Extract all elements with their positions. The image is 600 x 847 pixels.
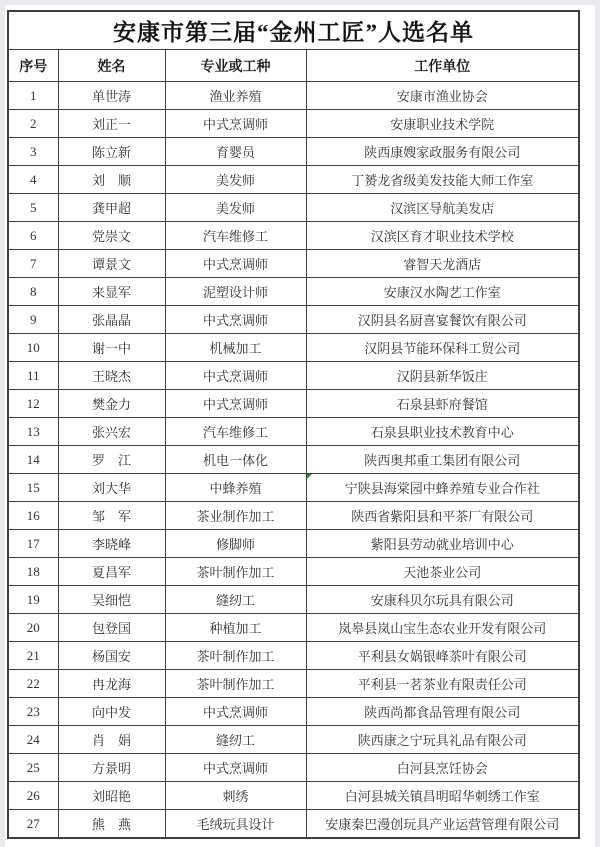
- cell-name: 杨国安: [58, 642, 165, 670]
- cell-serial-number: 19: [8, 586, 58, 614]
- table-row: [8, 642, 579, 670]
- cell-work-unit: 安康科贝尔玩具有限公司: [306, 586, 579, 614]
- cell-serial-number: 15: [8, 474, 58, 502]
- cell-trade: 美发师: [165, 194, 306, 222]
- cell-serial-number: 25: [8, 754, 58, 782]
- cell-trade: 修脚师: [165, 530, 306, 558]
- cell-serial-number: 21: [8, 642, 58, 670]
- cell-name: 陈立新: [58, 138, 165, 166]
- cell-work-unit: 安康职业技术学院: [306, 110, 579, 138]
- table-row: [8, 278, 579, 306]
- table-row: [8, 586, 579, 614]
- cell-name: 邹 军: [58, 502, 165, 530]
- column-header-row: [8, 50, 579, 82]
- cell-serial-number: 11: [8, 362, 58, 390]
- cell-trade: 中式烹调师: [165, 362, 306, 390]
- cell-trade: 缝纫工: [165, 586, 306, 614]
- cell-trade: 育婴员: [165, 138, 306, 166]
- cell-name: 单世涛: [58, 82, 165, 110]
- cell-serial-number: 8: [8, 278, 58, 306]
- cell-trade: 美发师: [165, 166, 306, 194]
- cell-name: 肖 娟: [58, 726, 165, 754]
- cell-serial-number: 12: [8, 390, 58, 418]
- cell-serial-number: 23: [8, 698, 58, 726]
- table-row: [8, 138, 579, 166]
- cell-work-unit: 陕西康之宁玩具礼品有限公司: [306, 726, 579, 754]
- cell-work-unit: 平利县一茗茶业有限责任公司: [306, 670, 579, 698]
- cell-trade: 缝纫工: [165, 726, 306, 754]
- cell-work-unit: 天池茶业公司: [306, 558, 579, 586]
- cell-trade: 中蜂养殖: [165, 474, 306, 502]
- cell-work-unit: 陕西尚都食品管理有限公司: [306, 698, 579, 726]
- table-row: [8, 670, 579, 698]
- cell-trade: 茶叶制作加工: [165, 670, 306, 698]
- cell-name: 王晓杰: [58, 362, 165, 390]
- cell-name: 刘大华: [58, 474, 165, 502]
- cell-work-unit: 丁赟龙省级美发技能大师工作室: [306, 166, 579, 194]
- cell-serial-number: 18: [8, 558, 58, 586]
- col-header-name: 姓名: [58, 50, 165, 82]
- table-row: [8, 474, 579, 502]
- table-row: [8, 362, 579, 390]
- cell-name: 龚甲超: [58, 194, 165, 222]
- table-row: [8, 390, 579, 418]
- cell-trade: 汽车维修工: [165, 222, 306, 250]
- cell-work-unit: 汉阴县新华饭庄: [306, 362, 579, 390]
- cell-work-unit: 白河县烹饪协会: [306, 754, 579, 782]
- cell-trade: 中式烹调师: [165, 390, 306, 418]
- document-page: [5, 5, 595, 847]
- cell-trade: 泥塑设计师: [165, 278, 306, 306]
- cell-serial-number: 14: [8, 446, 58, 474]
- table-row: [8, 530, 579, 558]
- cell-serial-number: 2: [8, 110, 58, 138]
- cell-name: 李晓峰: [58, 530, 165, 558]
- cell-serial-number: 20: [8, 614, 58, 642]
- cell-serial-number: 7: [8, 250, 58, 278]
- cell-name: 向中发: [58, 698, 165, 726]
- cell-serial-number: 6: [8, 222, 58, 250]
- cell-work-unit: 安康秦巴漫创玩具产业运营管理有限公司: [306, 810, 579, 839]
- cell-trade: 渔业养殖: [165, 82, 306, 110]
- cell-serial-number: 1: [8, 82, 58, 110]
- table-row: [8, 446, 579, 474]
- cell-trade: 茶叶制作加工: [165, 558, 306, 586]
- cell-trade: 中式烹调师: [165, 698, 306, 726]
- cell-work-unit: 陕西省紫阳县和平茶厂有限公司: [306, 502, 579, 530]
- cell-trade: 中式烹调师: [165, 754, 306, 782]
- cell-name: 包登国: [58, 614, 165, 642]
- cell-trade: 中式烹调师: [165, 306, 306, 334]
- cell-name: 谢一中: [58, 334, 165, 362]
- cell-serial-number: 22: [8, 670, 58, 698]
- cell-name: 罗 江: [58, 446, 165, 474]
- cell-name: 张晶晶: [58, 306, 165, 334]
- cell-trade: 中式烹调师: [165, 250, 306, 278]
- green-corner-marker: [307, 474, 312, 479]
- table-row: [8, 222, 579, 250]
- cell-work-unit: 石泉县职业技术教育中心: [306, 418, 579, 446]
- cell-work-unit: 岚皋县岚山宝生态农业开发有限公司: [306, 614, 579, 642]
- col-header-trade: 专业或工种: [165, 50, 306, 82]
- cell-work-unit: 汉阴县名厨喜宴餐饮有限公司: [306, 306, 579, 334]
- cell-work-unit: 石泉县虾府餐馆: [306, 390, 579, 418]
- cell-work-unit: 安康市渔业协会: [306, 82, 579, 110]
- cell-name: 张兴宏: [58, 418, 165, 446]
- cell-serial-number: 24: [8, 726, 58, 754]
- cell-serial-number: 17: [8, 530, 58, 558]
- cell-trade: 机械加工: [165, 334, 306, 362]
- cell-work-unit: 白河县城关镇昌明昭华刺绣工作室: [306, 782, 579, 810]
- table-row: [8, 726, 579, 754]
- table-row: [8, 782, 579, 810]
- cell-name: 刘正一: [58, 110, 165, 138]
- cell-trade: 茶业制作加工: [165, 502, 306, 530]
- cell-serial-number: 4: [8, 166, 58, 194]
- col-header-no: 序号: [8, 50, 58, 82]
- cell-name: 党崇文: [58, 222, 165, 250]
- cell-work-unit: 汉滨区导航美发店: [306, 194, 579, 222]
- table-row: [8, 698, 579, 726]
- cell-work-unit: 紫阳县劳动就业培训中心: [306, 530, 579, 558]
- table-body: [8, 82, 579, 839]
- table-row: [8, 754, 579, 782]
- table-row: [8, 418, 579, 446]
- cell-trade: 种植加工: [165, 614, 306, 642]
- cell-serial-number: 13: [8, 418, 58, 446]
- cell-work-unit: 陕西奥邦重工集团有限公司: [306, 446, 579, 474]
- cell-name: 夏昌军: [58, 558, 165, 586]
- cell-work-unit: 汉滨区育才职业技术学校: [306, 222, 579, 250]
- title-row: [8, 11, 579, 50]
- table-row: [8, 306, 579, 334]
- cell-trade: 机电一体化: [165, 446, 306, 474]
- table-row: [8, 166, 579, 194]
- cell-work-unit: 陕西康嫂家政服务有限公司: [306, 138, 579, 166]
- cell-trade: 毛绒玩具设计: [165, 810, 306, 839]
- cell-serial-number: 27: [8, 810, 58, 839]
- table-row: [8, 194, 579, 222]
- table-row: [8, 810, 579, 839]
- candidates-table: [7, 10, 580, 839]
- cell-work-unit: 睿智天龙酒店: [306, 250, 579, 278]
- col-header-unit: 工作单位: [306, 50, 579, 82]
- cell-trade: 刺绣: [165, 782, 306, 810]
- cell-name: 吴细恺: [58, 586, 165, 614]
- table-row: [8, 558, 579, 586]
- table-row: [8, 250, 579, 278]
- cell-name: 刘 顺: [58, 166, 165, 194]
- cell-name: 樊金力: [58, 390, 165, 418]
- table-row: [8, 334, 579, 362]
- cell-trade: 汽车维修工: [165, 418, 306, 446]
- table-row: [8, 502, 579, 530]
- cell-serial-number: 16: [8, 502, 58, 530]
- table-row: [8, 614, 579, 642]
- cell-trade: 茶叶制作加工: [165, 642, 306, 670]
- cell-name: 熊 燕: [58, 810, 165, 839]
- page-title: 安康市第三届“金州工匠”人选名单: [8, 11, 579, 50]
- table-row: [8, 110, 579, 138]
- cell-name: 冉龙海: [58, 670, 165, 698]
- cell-name: 来显军: [58, 278, 165, 306]
- cell-name: 刘昭艳: [58, 782, 165, 810]
- cell-work-unit: 安康汉水陶艺工作室: [306, 278, 579, 306]
- table-row: [8, 82, 579, 110]
- cell-serial-number: 9: [8, 306, 58, 334]
- cell-name: 谭景文: [58, 250, 165, 278]
- cell-serial-number: 3: [8, 138, 58, 166]
- cell-serial-number: 5: [8, 194, 58, 222]
- cell-name: 方景明: [58, 754, 165, 782]
- cell-work-unit: 平利县女娲银峰茶叶有限公司: [306, 642, 579, 670]
- cell-work-unit: 汉阴县节能环保科工贸公司: [306, 334, 579, 362]
- cell-serial-number: 26: [8, 782, 58, 810]
- cell-serial-number: 10: [8, 334, 58, 362]
- cell-trade: 中式烹调师: [165, 110, 306, 138]
- cell-work-unit: 宁陕县海棠园中蜂养殖专业合作社: [306, 474, 579, 502]
